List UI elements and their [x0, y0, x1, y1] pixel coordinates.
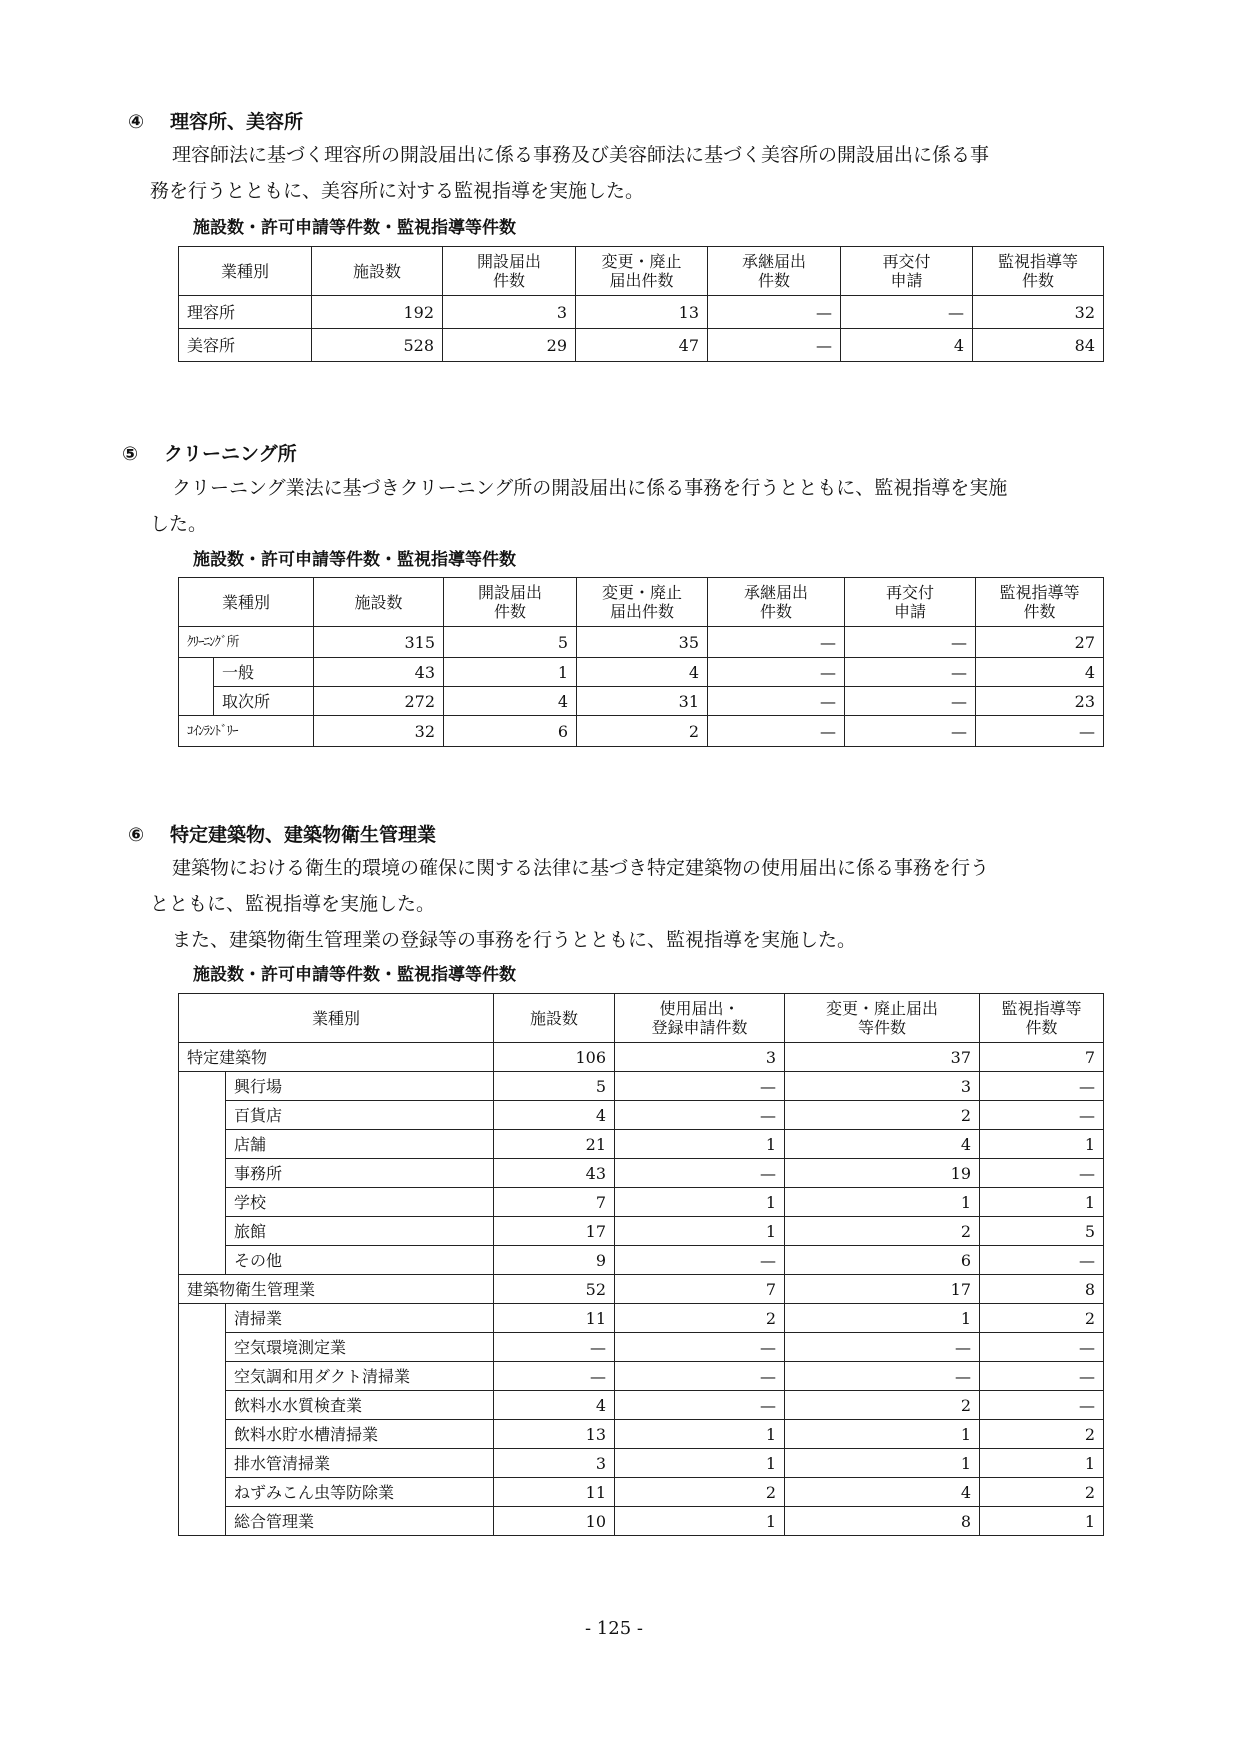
cell: — — [980, 1246, 1104, 1275]
page-number: - 125 - — [585, 1618, 643, 1639]
cell: 4 — [577, 658, 708, 687]
cell: — — [494, 1362, 615, 1391]
cell: — — [980, 1333, 1104, 1362]
cell: 1 — [980, 1507, 1104, 1536]
cell: 11 — [494, 1304, 615, 1333]
cell: — — [980, 1391, 1104, 1420]
section-6-title — [128, 820, 436, 847]
header-category: 業種別 — [179, 994, 494, 1043]
indent-cell — [179, 658, 214, 687]
indent-cell — [179, 687, 214, 716]
indent-cell — [179, 1507, 226, 1536]
section-4-caption: 施設数・許可申請等件数・監視指導等件数 — [193, 218, 516, 238]
indent-cell — [179, 1159, 226, 1188]
cell: — — [785, 1362, 980, 1391]
header-facilities: 施設数 — [494, 994, 615, 1043]
header-use-notification: 使用届出・ 登録申請件数 — [615, 994, 785, 1043]
row-label: ｺｲﾝﾗﾝﾄﾞﾘｰ — [179, 716, 314, 747]
cell: 9 — [494, 1246, 615, 1275]
row-label: 清掃業 — [226, 1304, 494, 1333]
cell: 23 — [976, 687, 1104, 716]
header-inspection: 監視指導等 件数 — [973, 247, 1104, 296]
cell: 2 — [980, 1478, 1104, 1507]
cell: 1 — [615, 1130, 785, 1159]
cell: — — [615, 1391, 785, 1420]
cell: 1 — [785, 1304, 980, 1333]
cell: — — [615, 1101, 785, 1130]
section-6-table-body — [179, 1043, 1104, 1536]
indent-cell — [179, 1391, 226, 1420]
section-5-para-line-1: クリーニング業法に基づきクリーニング所の開設届出に係る事務を行うとともに、監視指導を実施 — [172, 477, 1008, 499]
cell: 2 — [615, 1478, 785, 1507]
cell: 192 — [312, 296, 443, 329]
cell: 1 — [615, 1507, 785, 1536]
cell: 2 — [615, 1304, 785, 1333]
cell: 4 — [785, 1130, 980, 1159]
cell: 21 — [494, 1130, 615, 1159]
cell: — — [841, 296, 973, 329]
header-inspection: 監視指導等 件数 — [980, 994, 1104, 1043]
cell: 13 — [576, 296, 708, 329]
cell: — — [708, 658, 845, 687]
cell: 1 — [980, 1449, 1104, 1478]
indent-cell — [179, 1246, 226, 1275]
header-reissue: 再交付 申請 — [841, 247, 973, 296]
row-label: 一般 — [214, 658, 314, 687]
cell: — — [980, 1159, 1104, 1188]
row-label: 空気調和用ダクト清掃業 — [226, 1362, 494, 1391]
indent-cell — [179, 1217, 226, 1246]
cell: 8 — [980, 1275, 1104, 1304]
cell: 8 — [785, 1507, 980, 1536]
cell: — — [615, 1159, 785, 1188]
cell: 6 — [785, 1246, 980, 1275]
indent-cell — [179, 1072, 226, 1101]
section-6-title-text: 特定建築物、建築物衛生管理業 — [170, 824, 437, 846]
row-label: 旅館 — [226, 1217, 494, 1246]
row-label: 建築物衛生管理業 — [179, 1275, 494, 1304]
header-opening: 開設届出 件数 — [443, 247, 576, 296]
cell: 47 — [576, 329, 708, 362]
table-row — [179, 1507, 1104, 1536]
cell: 528 — [312, 329, 443, 362]
cell: 4 — [976, 658, 1104, 687]
row-label: 空気環境測定業 — [226, 1333, 494, 1362]
cell: — — [494, 1333, 615, 1362]
section-5-title-text: クリーニング所 — [164, 443, 297, 465]
table-row — [179, 1246, 1104, 1275]
row-label: 美容所 — [179, 329, 312, 362]
table-row — [179, 1217, 1104, 1246]
cell: 4 — [785, 1478, 980, 1507]
row-label: 特定建築物 — [179, 1043, 494, 1072]
table-header-row — [179, 578, 1104, 627]
cell: 3 — [443, 296, 576, 329]
header-category: 業種別 — [179, 247, 312, 296]
cell: 1 — [615, 1449, 785, 1478]
row-label: 排水管清掃業 — [226, 1449, 494, 1478]
cell: 17 — [494, 1217, 615, 1246]
row-label: ｸﾘｰﾆﾝｸﾞ所 — [179, 627, 314, 658]
cell: 272 — [314, 687, 444, 716]
table-row — [179, 1362, 1104, 1391]
table-row — [179, 1101, 1104, 1130]
section-4-para-line-2: 務を行うとともに、美容所に対する監視指導を実施した。 — [150, 180, 645, 202]
section-6-para-line-1: 建築物における衛生的環境の確保に関する法律に基づき特定建築物の使用届出に係る事務を行う — [172, 857, 990, 879]
cell: — — [708, 329, 841, 362]
section-6-caption: 施設数・許可申請等件数・監視指導等件数 — [193, 965, 516, 985]
table-row — [179, 1420, 1104, 1449]
cell: 1 — [785, 1188, 980, 1217]
row-label: 学校 — [226, 1188, 494, 1217]
section-4-number: ④ — [128, 111, 145, 133]
cell: 19 — [785, 1159, 980, 1188]
cell: 1 — [980, 1188, 1104, 1217]
row-label: 店舗 — [226, 1130, 494, 1159]
indent-cell — [179, 1130, 226, 1159]
row-label: 総合管理業 — [226, 1507, 494, 1536]
table-row — [179, 1391, 1104, 1420]
cell: — — [845, 627, 976, 658]
table-row — [179, 687, 1104, 716]
section-4-table — [178, 246, 1104, 362]
table-row — [179, 1304, 1104, 1333]
cell: 43 — [494, 1159, 615, 1188]
cell: 5 — [980, 1217, 1104, 1246]
cell: 7 — [615, 1275, 785, 1304]
cell: — — [845, 687, 976, 716]
indent-cell — [179, 1478, 226, 1507]
cell: 2 — [980, 1420, 1104, 1449]
table-row — [179, 296, 1104, 329]
cell: 1 — [980, 1130, 1104, 1159]
cell: 2 — [980, 1304, 1104, 1333]
section-5-table — [178, 577, 1104, 747]
cell: 31 — [577, 687, 708, 716]
cell: — — [980, 1072, 1104, 1101]
cell: 4 — [494, 1391, 615, 1420]
cell: 3 — [494, 1449, 615, 1478]
cell: 1 — [444, 658, 577, 687]
cell: 52 — [494, 1275, 615, 1304]
header-change: 変更・廃止 届出件数 — [576, 247, 708, 296]
cell: 2 — [785, 1391, 980, 1420]
row-label: 取次所 — [214, 687, 314, 716]
cell: 4 — [841, 329, 973, 362]
cell: 43 — [314, 658, 444, 687]
table-row — [179, 627, 1104, 658]
row-label: 理容所 — [179, 296, 312, 329]
cell: 5 — [444, 627, 577, 658]
cell: — — [845, 716, 976, 747]
table-row — [179, 1275, 1104, 1304]
header-succession: 承継届出 件数 — [708, 578, 845, 627]
row-label: 百貨店 — [226, 1101, 494, 1130]
row-label: ねずみこん虫等防除業 — [226, 1478, 494, 1507]
header-change: 変更・廃止 届出件数 — [577, 578, 708, 627]
cell: 29 — [443, 329, 576, 362]
header-category: 業種別 — [179, 578, 314, 627]
header-opening: 開設届出 件数 — [444, 578, 577, 627]
cell: 10 — [494, 1507, 615, 1536]
row-label: 飲料水貯水槽清掃業 — [226, 1420, 494, 1449]
cell: — — [980, 1101, 1104, 1130]
section-5-para-line-2: した。 — [150, 513, 208, 535]
table-header-row — [179, 247, 1104, 296]
cell: — — [615, 1072, 785, 1101]
table-row — [179, 1188, 1104, 1217]
indent-cell — [179, 1188, 226, 1217]
cell: — — [615, 1246, 785, 1275]
indent-cell — [179, 1449, 226, 1478]
table-row — [179, 658, 1104, 687]
cell: 2 — [785, 1101, 980, 1130]
cell: 4 — [494, 1101, 615, 1130]
table-header-row — [179, 994, 1104, 1043]
section-6-para-line-3: また、建築物衛生管理業の登録等の事務を行うとともに、監視指導を実施した。 — [172, 929, 857, 951]
section-6-table — [178, 993, 1104, 1536]
cell: — — [708, 716, 845, 747]
cell: — — [976, 716, 1104, 747]
cell: 11 — [494, 1478, 615, 1507]
header-reissue: 再交付 申請 — [845, 578, 976, 627]
cell: — — [615, 1333, 785, 1362]
section-5-caption: 施設数・許可申請等件数・監視指導等件数 — [193, 550, 516, 570]
cell: 17 — [785, 1275, 980, 1304]
table-row — [179, 1333, 1104, 1362]
cell: — — [980, 1362, 1104, 1391]
cell: 1 — [785, 1449, 980, 1478]
cell: 1 — [615, 1217, 785, 1246]
cell: — — [845, 658, 976, 687]
cell: 2 — [577, 716, 708, 747]
table-row — [179, 1072, 1104, 1101]
cell: 32 — [973, 296, 1104, 329]
section-6-para-line-2: とともに、監視指導を実施した。 — [150, 893, 436, 915]
cell: 13 — [494, 1420, 615, 1449]
table-row — [179, 1449, 1104, 1478]
cell: — — [708, 296, 841, 329]
cell: 7 — [980, 1043, 1104, 1072]
row-label: 事務所 — [226, 1159, 494, 1188]
cell: — — [785, 1333, 980, 1362]
cell: 27 — [976, 627, 1104, 658]
cell: 84 — [973, 329, 1104, 362]
section-4-title-text: 理容所、美容所 — [170, 111, 304, 133]
cell: 3 — [615, 1043, 785, 1072]
header-facilities: 施設数 — [312, 247, 443, 296]
cell: 5 — [494, 1072, 615, 1101]
row-label: 飲料水水質検査業 — [226, 1391, 494, 1420]
table-row — [179, 329, 1104, 362]
cell: 106 — [494, 1043, 615, 1072]
cell: 35 — [577, 627, 708, 658]
header-facilities: 施設数 — [314, 578, 444, 627]
indent-cell — [179, 1362, 226, 1391]
cell: 32 — [314, 716, 444, 747]
indent-cell — [179, 1420, 226, 1449]
table-row — [179, 1130, 1104, 1159]
header-succession: 承継届出 件数 — [708, 247, 841, 296]
table-row — [179, 1043, 1104, 1072]
indent-cell — [179, 1304, 226, 1333]
section-6-number: ⑥ — [128, 824, 145, 846]
section-4-para-line-1: 理容師法に基づく理容所の開設届出に係る事務及び美容師法に基づく美容所の開設届出に係る事 — [172, 144, 990, 166]
header-change: 変更・廃止届出 等件数 — [785, 994, 980, 1043]
header-inspection: 監視指導等 件数 — [976, 578, 1104, 627]
cell: 315 — [314, 627, 444, 658]
table-row — [179, 1478, 1104, 1507]
cell: 3 — [785, 1072, 980, 1101]
table-row — [179, 716, 1104, 747]
cell: 37 — [785, 1043, 980, 1072]
cell: — — [708, 627, 845, 658]
cell: 6 — [444, 716, 577, 747]
indent-cell — [179, 1333, 226, 1362]
indent-cell — [179, 1101, 226, 1130]
cell: 1 — [615, 1420, 785, 1449]
cell: 4 — [444, 687, 577, 716]
cell: 2 — [785, 1217, 980, 1246]
cell: 1 — [615, 1188, 785, 1217]
row-label: 興行場 — [226, 1072, 494, 1101]
section-5-number: ⑤ — [122, 443, 139, 465]
section-4-title — [128, 107, 303, 134]
cell: — — [708, 687, 845, 716]
row-label: その他 — [226, 1246, 494, 1275]
cell: 1 — [785, 1420, 980, 1449]
cell: — — [615, 1362, 785, 1391]
cell: 7 — [494, 1188, 615, 1217]
table-row — [179, 1159, 1104, 1188]
section-5-title — [122, 439, 297, 466]
